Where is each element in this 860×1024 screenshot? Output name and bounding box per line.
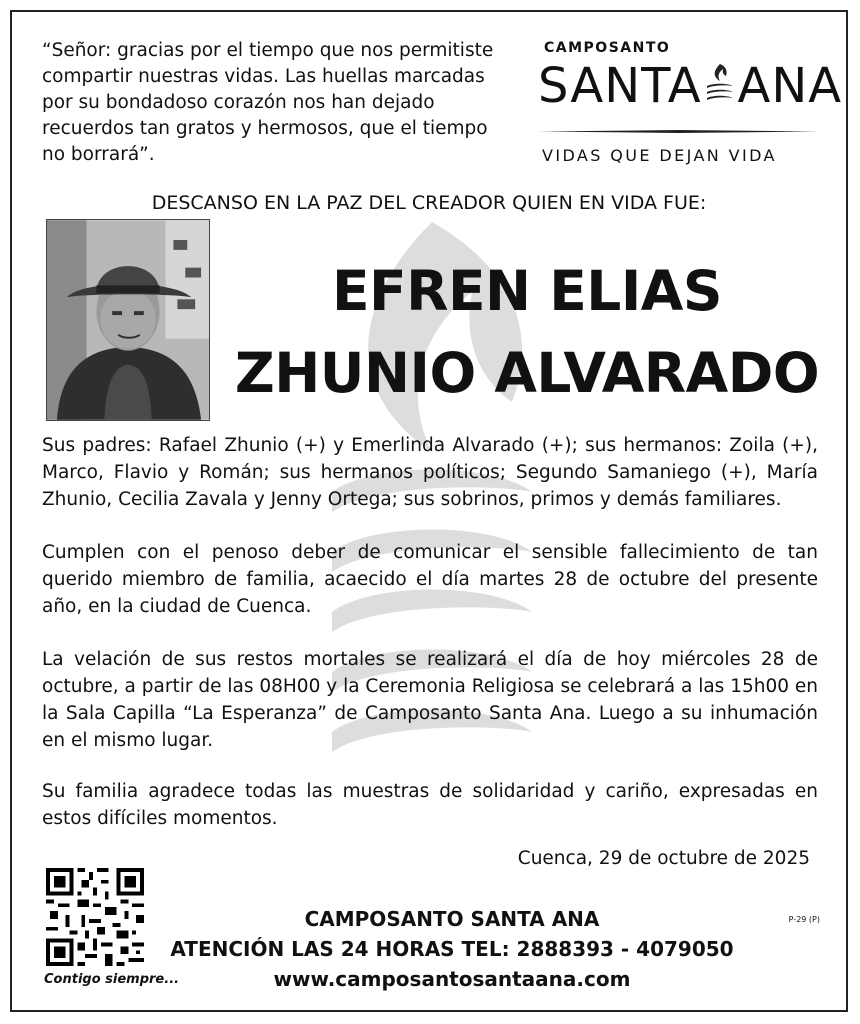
footer-company: CAMPOSANTO SANTA ANA (304, 907, 600, 931)
qr-code-icon[interactable] (46, 868, 144, 966)
publication-code: P-29 (P) (788, 915, 820, 924)
footer-contact (142, 904, 762, 994)
name-line-1: EFREN ELIAS (331, 259, 722, 323)
name-line-2: ZHUNIO ALVARADO (234, 341, 820, 405)
deceased-name (222, 250, 832, 414)
logo-word-left: SANTA (538, 58, 702, 114)
slogan-contigo: Contigo siempre... (44, 972, 180, 987)
logo-tagline: VIDAS QUE DEJAN VIDA (542, 146, 777, 165)
logo-divider (538, 130, 818, 133)
memorial-quote: “Señor: gracias por el tiempo que nos permitiste compartir nuestras vidas. Las huellas marcadas por su bondadoso corazón nos han dejado recuerdos tan gratos y hermosos, que el tiempo no borrará”. (42, 40, 494, 165)
lead-line: DESCANSO EN LA PAZ DEL CREADOR QUIEN EN VIDA FUE: (151, 192, 707, 214)
logo-small-text: CAMPOSANTO (544, 40, 671, 56)
announcement-paragraph: Cumplen con el penoso deber de comunicar el sensible fallecimiento de tan querido miembro de familia, acaecido el día martes 28 de octubre del presente año, en la ciudad de Cuenca. (42, 542, 818, 617)
footer-website-link[interactable]: www.camposantosantaana.com (273, 967, 631, 991)
portrait-photo (46, 219, 210, 421)
obituary-notice (10, 10, 848, 1012)
flame-icon (703, 62, 737, 106)
logo-wordmark (538, 58, 842, 114)
footer-phone: ATENCIÓN LAS 24 HORAS TEL: 2888393 - 4079050 (170, 937, 734, 961)
ceremony-paragraph: La velación de sus restos mortales se realizará el día de hoy miércoles 28 de octubre, a partir de las 08H00 y la Ceremonia Religiosa se celebrará a las 15h00 en la Sala Capilla “La Esperanza” de Camposanto Santa Ana. Luego a su inhumación en el mismo lugar. (42, 649, 818, 751)
logo-word-right: ANA (737, 58, 843, 114)
family-paragraph: Sus padres: Rafael Zhunio (+) y Emerlinda Alvarado (+); sus hermanos: Zoila (+), Marco, Flavio y Román; sus hermanos políticos; Segundo Samaniego (+), María Zhunio, Cecilia Zavala y Jenny Ortega; sus sobrinos, primos y demás familiares. (42, 435, 818, 510)
place-date: Cuenca, 29 de octubre de 2025 (517, 848, 810, 869)
gratitude-paragraph: Su familia agradece todas las muestras de solidaridad y cariño, expresadas en estos difíciles momentos. (42, 781, 818, 829)
camposanto-logo (532, 36, 843, 176)
